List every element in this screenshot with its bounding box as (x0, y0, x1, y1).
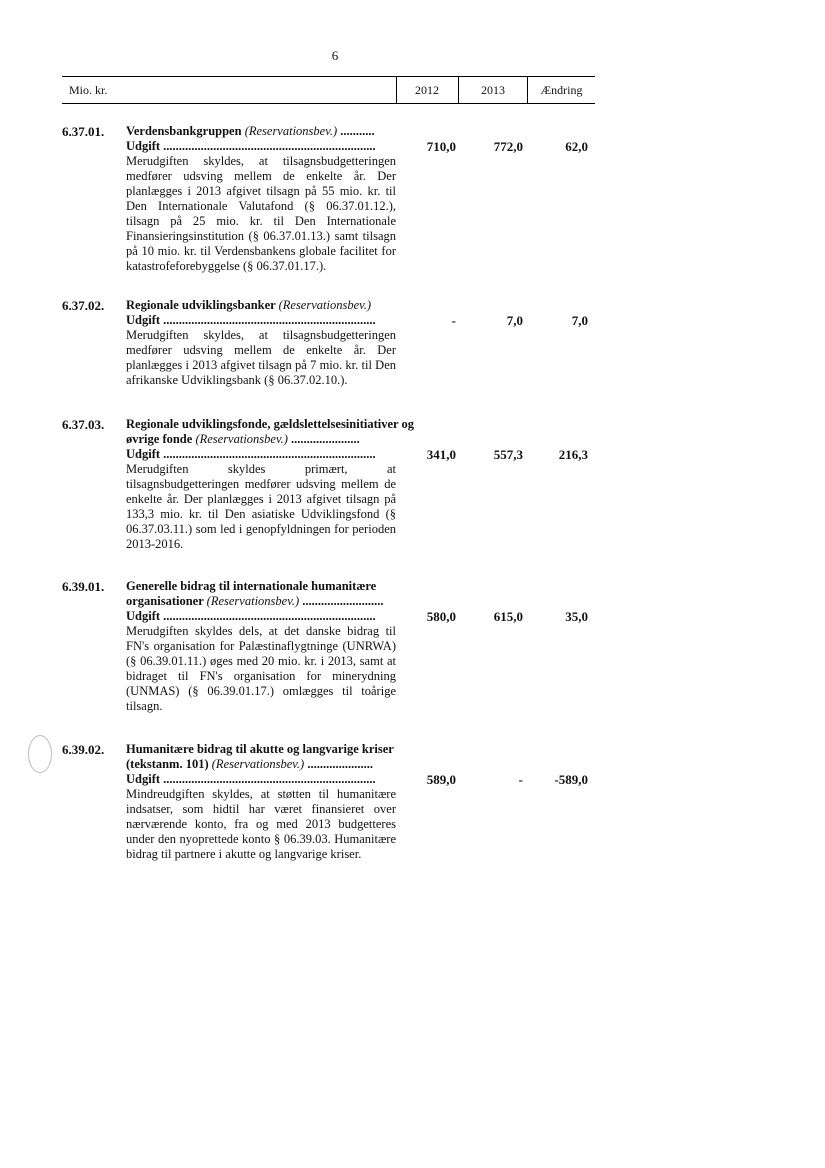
title-text: Humanitære bidrag til akutte og langvarige kriser (tekstanm. 101) (126, 742, 394, 771)
entry-title (126, 298, 396, 313)
expense-line: Udgift .................................................................... (126, 772, 376, 786)
value-2013: 557,3 (493, 447, 523, 462)
header-rule-bottom (62, 103, 595, 104)
entry-description: Merudgiften skyldes, at tilsagnsbudgetteringen medfører udsving mellem de enkelte år. Der planlægges i 2013 afgivet tilsagn på 7 mio. kr. til Den afrikanske Udviklingsbank (§ 06.37.02.10.). (126, 328, 396, 387)
column-2013-header: 2013 (481, 83, 505, 97)
column-change-header: Ændring (540, 83, 583, 97)
scan-mark-icon (28, 735, 52, 773)
reservation-note: (Reservationsbev.) (244, 124, 338, 138)
title-text: Generelle bidrag til internationale humanitære organisationer (126, 579, 377, 608)
entry-title (126, 579, 406, 609)
value-2012: 341,0 (426, 447, 456, 462)
value-2012: 710,0 (426, 139, 456, 154)
title-dots: .......................... (299, 594, 384, 608)
value-change: 7,0 (571, 313, 588, 328)
account-number: 6.37.02. (62, 298, 105, 313)
entry-body (126, 579, 406, 714)
value-2012: 589,0 (426, 772, 456, 787)
header-rule-top (62, 76, 595, 77)
reservation-note: (Reservationsbev.) (206, 594, 300, 608)
value-2012: 580,0 (426, 609, 456, 624)
reservation-note: (Reservationsbev.) (278, 298, 372, 312)
expense-line: Udgift .................................................................... (126, 313, 376, 327)
value-2013: 7,0 (506, 313, 523, 328)
account-number: 6.39.01. (62, 579, 105, 594)
entry-body (126, 298, 396, 388)
reservation-note: (Reservationsbev.) (211, 757, 305, 771)
entry-body (126, 124, 396, 274)
entry-description: Mindreudgiften skyldes, at støtten til humanitære indsatser, som hidtil har været finansieret over nærværende konto, fra og med 2013 budgetteres under den nyoprettede konto § 06.39.03. Humanitære bidrag til partnere i akutte og langvarige kriser. (126, 787, 396, 861)
account-number: 6.37.03. (62, 417, 105, 432)
entry-title (126, 417, 416, 447)
value-2013: 772,0 (493, 139, 523, 154)
entry-description: Merudgiften skyldes dels, at det danske bidrag til FN's organisation for Palæstinaflygtninge (UNRWA) (§ 06.39.01.11.) øges med 20 mio. kr. i 2013, samt at bidraget til FN's organisation for minerydning (UNMAS) (§ 06.39.01.17.) omlægges til toårige tilsagn. (126, 624, 396, 713)
title-dots: ...................... (287, 432, 360, 446)
entry-body (126, 417, 416, 552)
page-number: 6 (331, 48, 339, 63)
title-text: Verdensbankgruppen (126, 124, 242, 138)
expense-line: Udgift .................................................................... (126, 139, 376, 153)
entry-description: Merudgiften skyldes primært, at tilsagnsbudgetteringen medfører udsving mellem de enkelte år. Der planlægges i 2013 afgivet tilsagn på 133,3 mio. kr. til Den asiatiske Udviklingsfond (§ 06.37.03.11.) som led i genopfyldningen for perioden 2013-2016. (126, 462, 396, 551)
expense-line: Udgift .................................................................... (126, 447, 376, 461)
title-dots: ........... (337, 124, 375, 138)
value-2012: - (451, 313, 456, 328)
reservation-note: (Reservationsbev.) (195, 432, 288, 446)
value-change: -589,0 (554, 772, 588, 787)
account-number: 6.37.01. (62, 124, 105, 139)
entry-title (126, 124, 396, 139)
entry-title (126, 742, 411, 772)
value-change: 35,0 (565, 609, 588, 624)
account-number: 6.39.02. (62, 742, 105, 757)
value-change: 216,3 (558, 447, 588, 462)
column-2012-header: 2012 (415, 83, 439, 97)
title-dots: ..................... (304, 757, 373, 771)
value-2013: - (518, 772, 523, 787)
title-text: Regionale udviklingsfonde, gældslettelsesinitiativer og øvrige fonde (126, 417, 414, 446)
value-2013: 615,0 (493, 609, 523, 624)
unit-label: Mio. kr. (69, 83, 108, 97)
value-change: 62,0 (565, 139, 588, 154)
expense-line: Udgift .................................................................... (126, 609, 376, 623)
title-text: Regionale udviklingsbanker (126, 298, 276, 312)
entry-body (126, 742, 411, 862)
entry-description: Merudgiften skyldes, at tilsagnsbudgetteringen medfører udsving mellem de enkelte år. Der planlægges i 2013 afgivet tilsagn på 55 mio. kr. til Den Internationale Valutafond (§ 06.37.01.12.), tilsagn på 25 mio. kr. til Den Internationale Finansieringsinstitution (§ 06.37.01.13.) samt tilsagn på 10 mio. kr. til Verdensbankens globale facilitet for katastrofeforebyggelse (§ 06.37.01.17.). (126, 154, 396, 273)
